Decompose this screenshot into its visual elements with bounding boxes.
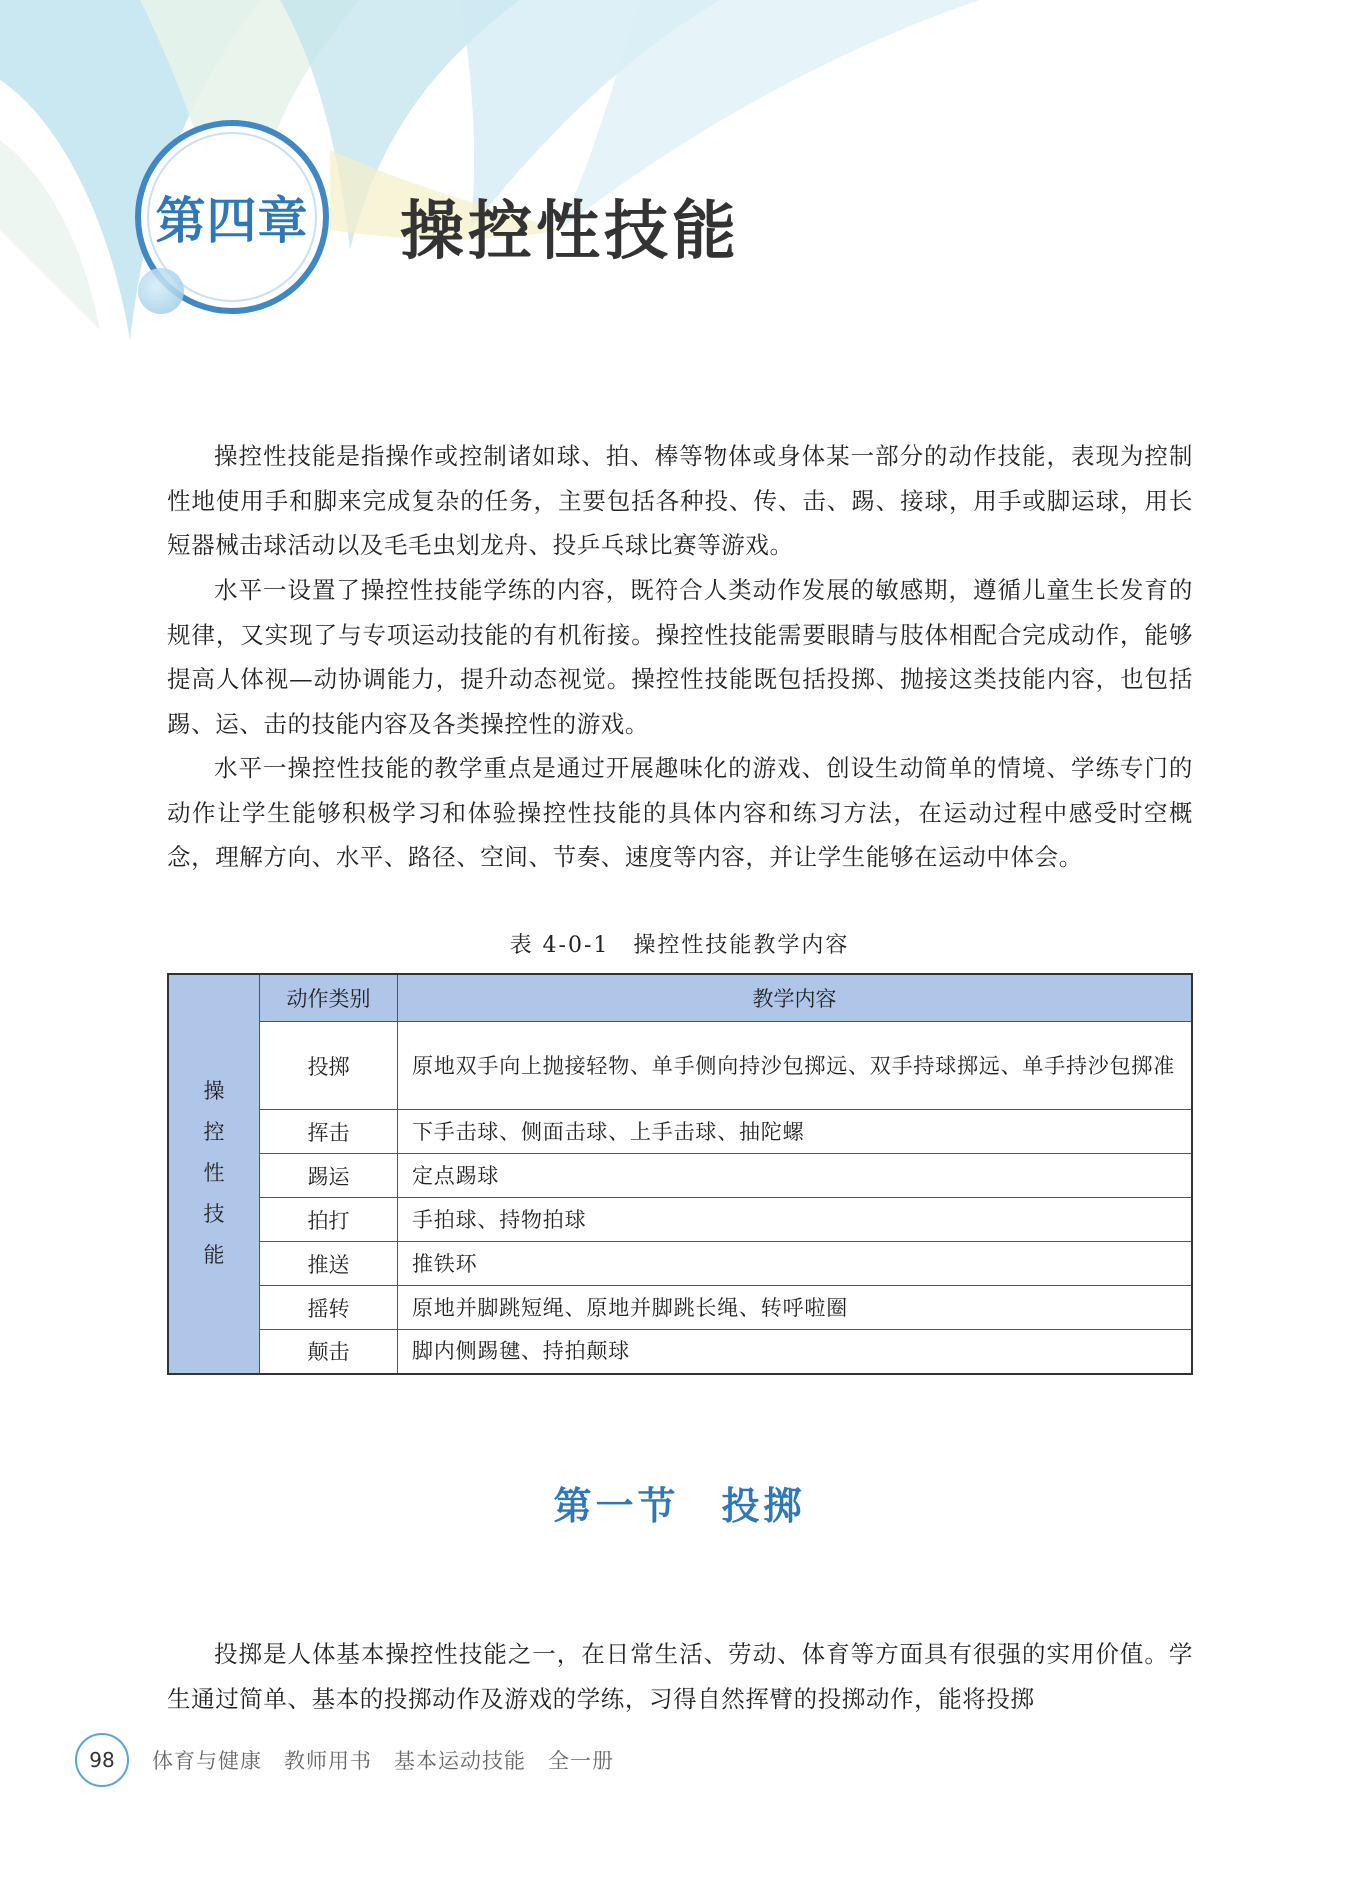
intro-paragraph: 水平一操控性技能的教学重点是通过开展趣味化的游戏、创设生动简单的情境、学练专门的动作让学生能够积极学习和体验操控性技能的具体内容和练习方法，在运动过程中感受时空概念，理解方向、水平、路径、空间、节奏、速度等内容，并让学生能够在运动中体会。 xyxy=(167,754,1193,871)
row-content: 手拍球、持物拍球 xyxy=(398,1198,1193,1242)
side-label-char: 技 xyxy=(203,1202,225,1227)
row-category: 拍打 xyxy=(260,1198,398,1242)
table-caption: 表 4-0-1 操控性技能教学内容 xyxy=(509,933,850,958)
table-side-label xyxy=(168,974,260,1374)
header-category: 动作类别 xyxy=(260,974,398,1022)
row-category: 投掷 xyxy=(260,1022,398,1110)
row-content: 下手击球、侧面击球、上手击球、抽陀螺 xyxy=(398,1110,1193,1154)
side-label-char: 能 xyxy=(203,1243,225,1268)
chapter-number: 第四章 xyxy=(155,192,309,250)
table-row xyxy=(168,1110,1192,1154)
row-content: 推铁环 xyxy=(398,1242,1193,1286)
side-label-char: 操 xyxy=(203,1079,225,1104)
side-label-char: 控 xyxy=(203,1120,225,1145)
row-category: 挥击 xyxy=(260,1110,398,1154)
row-content: 原地双手向上抛接轻物、单手侧向持沙包掷远、双手持球掷远、单手持沙包掷准 xyxy=(398,1022,1193,1110)
row-content: 原地并脚跳短绳、原地并脚跳长绳、转呼啦圈 xyxy=(398,1286,1193,1330)
section-title: 第一节 投掷 xyxy=(553,1483,806,1528)
row-category: 踢运 xyxy=(260,1154,398,1198)
section-paragraph: 投掷是人体基本操控性技能之一，在日常生活、劳动、体育等方面具有很强的实用价值。学生通过简单、基本的投掷动作及游戏的学练，习得自然挥臂的投掷动作，能将投掷 xyxy=(167,1640,1193,1713)
book-title: 体育与健康 教师用书 基本运动技能 全一册 xyxy=(152,1749,614,1773)
row-category: 颠击 xyxy=(260,1330,398,1374)
page-number: 98 xyxy=(75,1733,129,1787)
header-content: 教学内容 xyxy=(398,974,1193,1022)
intro-paragraph: 水平一设置了操控性技能学练的内容，既符合人类动作发展的敏感期，遵循儿童生长发育的规律，又实现了与专项运动技能的有机衔接。操控性技能需要眼睛与肢体相配合完成动作，能够提高人体视—动协调能力，提升动态视觉。操控性技能既包括投掷、抛接这类技能内容，也包括踢、运、击的技能内容及各类操控性的游戏。 xyxy=(167,576,1193,738)
table-row xyxy=(168,1022,1192,1110)
table-row xyxy=(168,1286,1192,1330)
table-row xyxy=(168,1330,1192,1374)
row-content: 脚内侧踢毽、持拍颠球 xyxy=(398,1330,1193,1374)
row-content: 定点踢球 xyxy=(398,1154,1193,1198)
teaching-content-table xyxy=(167,973,1193,1375)
side-label-char: 性 xyxy=(203,1161,225,1186)
table-row xyxy=(168,1242,1192,1286)
chapter-title: 操控性技能 xyxy=(400,195,740,269)
intro-paragraph: 操控性技能是指操作或控制诸如球、拍、棒等物体或身体某一部分的动作技能，表现为控制性地使用手和脚来完成复杂的任务，主要包括各种投、传、击、踢、接球，用手或脚运球，用长短器械击球活动以及毛毛虫划龙舟、投乒乓球比赛等游戏。 xyxy=(167,442,1193,559)
row-category: 推送 xyxy=(260,1242,398,1286)
table-row xyxy=(168,1154,1192,1198)
table-row xyxy=(168,1198,1192,1242)
row-category: 摇转 xyxy=(260,1286,398,1330)
